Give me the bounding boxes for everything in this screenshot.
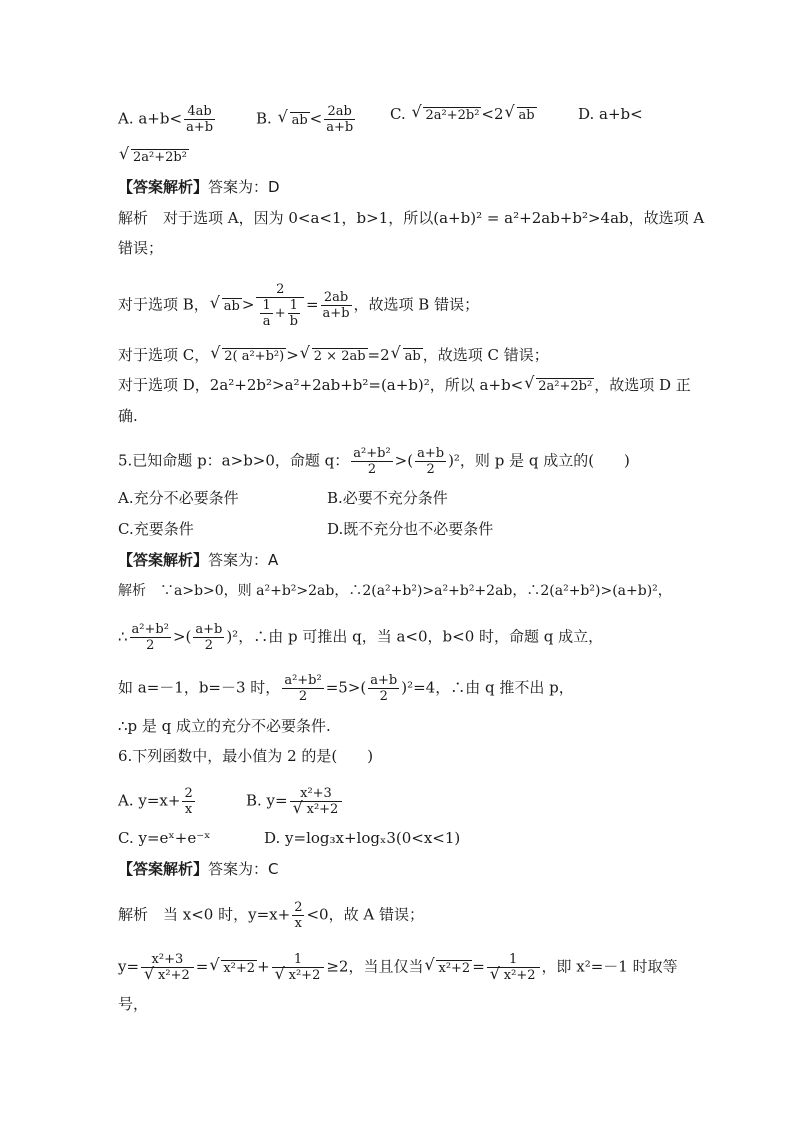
numerator: 1 — [487, 952, 540, 968]
denominator: 2 — [426, 462, 435, 477]
option-b — [256, 104, 357, 135]
fraction — [184, 104, 215, 135]
sqrt — [209, 957, 257, 979]
radicand: x²+2 — [438, 960, 471, 976]
sqrt — [391, 345, 423, 367]
text: y= — [118, 957, 140, 976]
radicand: x²+2 — [158, 968, 190, 983]
numerator: 2 — [294, 900, 303, 915]
q6-option-d: D. y=log₃x+logₓ3(0<x<1) — [264, 829, 461, 847]
option-c-mid: <2 — [481, 105, 504, 123]
therefore: ∴ — [118, 627, 128, 646]
sqrt — [293, 802, 341, 817]
sqrt — [424, 957, 472, 979]
operator: >( — [172, 627, 192, 646]
radicand: 2( a²+b²) — [224, 349, 285, 364]
text: ≥2，当且仅当 — [326, 957, 424, 976]
operator: + — [274, 306, 286, 321]
q6-option-a — [118, 786, 197, 817]
answer-value: 答案为：A — [208, 551, 279, 569]
radicand: ab — [223, 298, 240, 314]
analysis-option-d — [118, 375, 691, 397]
analysis-line: 解析 对于选项 A，因为 0<a<1，b>1，所以(a+b)² = a²+2ab+b²>4ab，故选项 A — [118, 209, 705, 227]
q5-option-b: B.必要不充分条件 — [327, 489, 448, 507]
denominator: b — [289, 314, 298, 329]
numerator: a²+b² — [131, 622, 169, 637]
numerator: a+b — [417, 446, 445, 461]
text: )²=4，∴由 q 推不出 p， — [401, 678, 574, 697]
radicand: x²+2 — [288, 968, 321, 983]
text: 解析 当 x<0 时，y=x+ — [118, 905, 291, 924]
answer-label: 【答案解析】 — [118, 551, 209, 569]
denominator — [487, 968, 540, 983]
denominator: x — [184, 802, 193, 817]
operator: = — [472, 957, 485, 976]
text: 如 a=－1，b=－3 时， — [118, 678, 281, 697]
answer-label: 【答案解析】 — [118, 860, 209, 878]
fraction — [282, 673, 323, 704]
answer-value: 答案为：C — [208, 860, 279, 878]
fraction — [193, 622, 224, 653]
option-a — [118, 104, 217, 135]
numerator: 2 — [184, 786, 193, 801]
text: A. y=x+ — [118, 791, 181, 810]
sqrt — [210, 295, 242, 317]
operator: =2 — [367, 346, 390, 364]
denominator: 2 — [146, 638, 155, 653]
q6-option-c: C. y=eˣ+e⁻ˣ — [118, 829, 211, 847]
numerator: a+b — [370, 673, 398, 688]
operator: >( — [394, 451, 414, 470]
sqrt — [275, 968, 323, 983]
sqrt — [300, 345, 368, 367]
sqrt — [278, 109, 310, 131]
question-5 — [118, 446, 630, 477]
option-d — [578, 104, 643, 124]
analysis-line: ∴p 是 q 成立的充分不必要条件. — [118, 717, 331, 735]
fraction — [260, 298, 272, 329]
numerator: a+b — [195, 622, 223, 637]
q6-option-b — [246, 786, 344, 817]
text: ，故选项 B 错误； — [353, 295, 480, 314]
sqrt — [490, 968, 538, 983]
radicand: 2a²+2b² — [425, 108, 480, 123]
denominator — [272, 968, 325, 983]
numerator: x²+3 — [290, 786, 343, 802]
text: ，故选项 C 错误； — [422, 346, 549, 364]
q5-option-a: A.充分不必要条件 — [118, 489, 239, 507]
denominator: 2 — [298, 689, 308, 704]
sqrt — [210, 345, 286, 367]
fraction — [272, 952, 325, 983]
sqrt — [144, 968, 192, 983]
denominator — [141, 968, 194, 983]
numerator: x²+3 — [141, 952, 194, 968]
numerator: 4ab — [184, 104, 215, 120]
answer-heading-6 — [118, 859, 279, 879]
analysis-line: 解析 ∵a>b>0，则 a²+b²>2ab，∴2(a²+b²)>a²+b²+2ab，∴2(a²+b²)>(a+b)²， — [118, 583, 672, 599]
text: 对于选项 B， — [118, 295, 209, 314]
numerator: 1 — [272, 952, 325, 968]
denominator — [256, 298, 304, 329]
numerator: a²+b² — [284, 673, 322, 688]
q5-option-c: C.充要条件 — [118, 520, 194, 538]
fraction — [321, 290, 352, 321]
analysis-line: 号， — [118, 995, 149, 1013]
numerator: a²+b² — [353, 446, 391, 461]
sqrt — [119, 146, 189, 168]
operator: > — [241, 295, 255, 314]
denominator: a+b — [322, 306, 350, 321]
numerator: 2ab — [321, 290, 352, 306]
option-c-label: C. — [390, 105, 411, 123]
operator: = — [195, 957, 209, 976]
option-d-continued — [118, 146, 189, 168]
text: <0，故 A 错误； — [306, 905, 424, 924]
fraction — [487, 952, 540, 983]
denominator: a+b — [326, 120, 354, 135]
radicand: x²+2 — [306, 802, 339, 817]
fraction — [290, 786, 343, 817]
text: ，即 x²=－1 时取等 — [541, 957, 678, 976]
radicand: 2a²+2b² — [133, 150, 187, 165]
text: B. y= — [246, 791, 288, 810]
numerator: 2 — [256, 282, 304, 298]
fraction — [324, 104, 355, 135]
radicand: x²+2 — [503, 968, 536, 983]
numerator: 1 — [262, 298, 271, 313]
radicand: x²+2 — [223, 960, 256, 976]
sqrt — [411, 104, 481, 126]
denominator: 2 — [379, 689, 388, 704]
denominator: 2 — [204, 638, 213, 653]
answer-heading-5 — [118, 550, 278, 570]
denominator: 2 — [367, 462, 377, 477]
denominator: x — [294, 916, 302, 931]
option-a-text: A. a+b< — [118, 109, 183, 128]
analysis-line-2 — [118, 952, 678, 983]
numerator: 1 — [288, 298, 300, 314]
option-c — [390, 104, 537, 126]
answer-value: 答案为：D — [208, 178, 280, 196]
fraction — [368, 673, 399, 704]
q5-option-d: D.既不充分也不必要条件 — [327, 520, 494, 538]
option-d-text: D. a+b< — [578, 105, 643, 123]
fraction — [415, 446, 446, 477]
radicand: 2a²+2b² — [538, 379, 593, 394]
analysis-line: 错误； — [118, 239, 164, 257]
radicand: ab — [291, 112, 308, 128]
fraction — [256, 282, 304, 329]
question-text: 5.已知命题 p：a>b>0，命题 q： — [118, 451, 350, 470]
radicand: 2 × 2ab — [313, 349, 366, 364]
answer-label: 【答案解析】 — [118, 178, 209, 196]
operator: =5>( — [325, 678, 367, 697]
analysis-option-b — [118, 282, 479, 329]
question-6: 6.下列函数中，最小值为 2 的是( ) — [118, 747, 374, 765]
denominator: a — [262, 314, 271, 329]
option-b-label: B. — [256, 109, 277, 128]
radicand: ab — [518, 108, 535, 123]
fraction — [351, 446, 392, 477]
text: ，故选项 D 正 — [594, 376, 691, 394]
analysis-line: 确. — [118, 407, 138, 425]
radicand: ab — [404, 349, 421, 364]
less-than: < — [309, 109, 323, 128]
operator: = — [305, 295, 319, 314]
text: )²，∴由 p 可推出 q，当 a<0，b<0 时，命题 q 成立， — [226, 627, 604, 646]
operator: > — [286, 346, 299, 364]
fraction — [141, 952, 194, 983]
question-text: )²，则 p 是 q 成立的( ) — [448, 451, 630, 470]
fraction — [292, 900, 304, 931]
analysis-line-2 — [118, 622, 603, 653]
sqrt — [524, 375, 594, 397]
fraction — [182, 786, 194, 817]
analysis-line-1 — [118, 900, 424, 931]
answer-heading-4 — [118, 177, 280, 197]
analysis-option-c — [118, 345, 549, 367]
sqrt — [505, 104, 537, 126]
fraction — [288, 298, 300, 329]
operator: + — [257, 957, 270, 976]
denominator — [290, 802, 343, 817]
analysis-line-3 — [118, 673, 574, 704]
fraction — [130, 622, 171, 653]
numerator: 2ab — [324, 104, 355, 120]
text: 对于选项 C， — [118, 346, 210, 364]
denominator: a+b — [186, 120, 214, 135]
text: 对于选项 D，2a²+2b²>a²+2ab+b²=(a+b)²，所以 a+b< — [118, 376, 524, 394]
